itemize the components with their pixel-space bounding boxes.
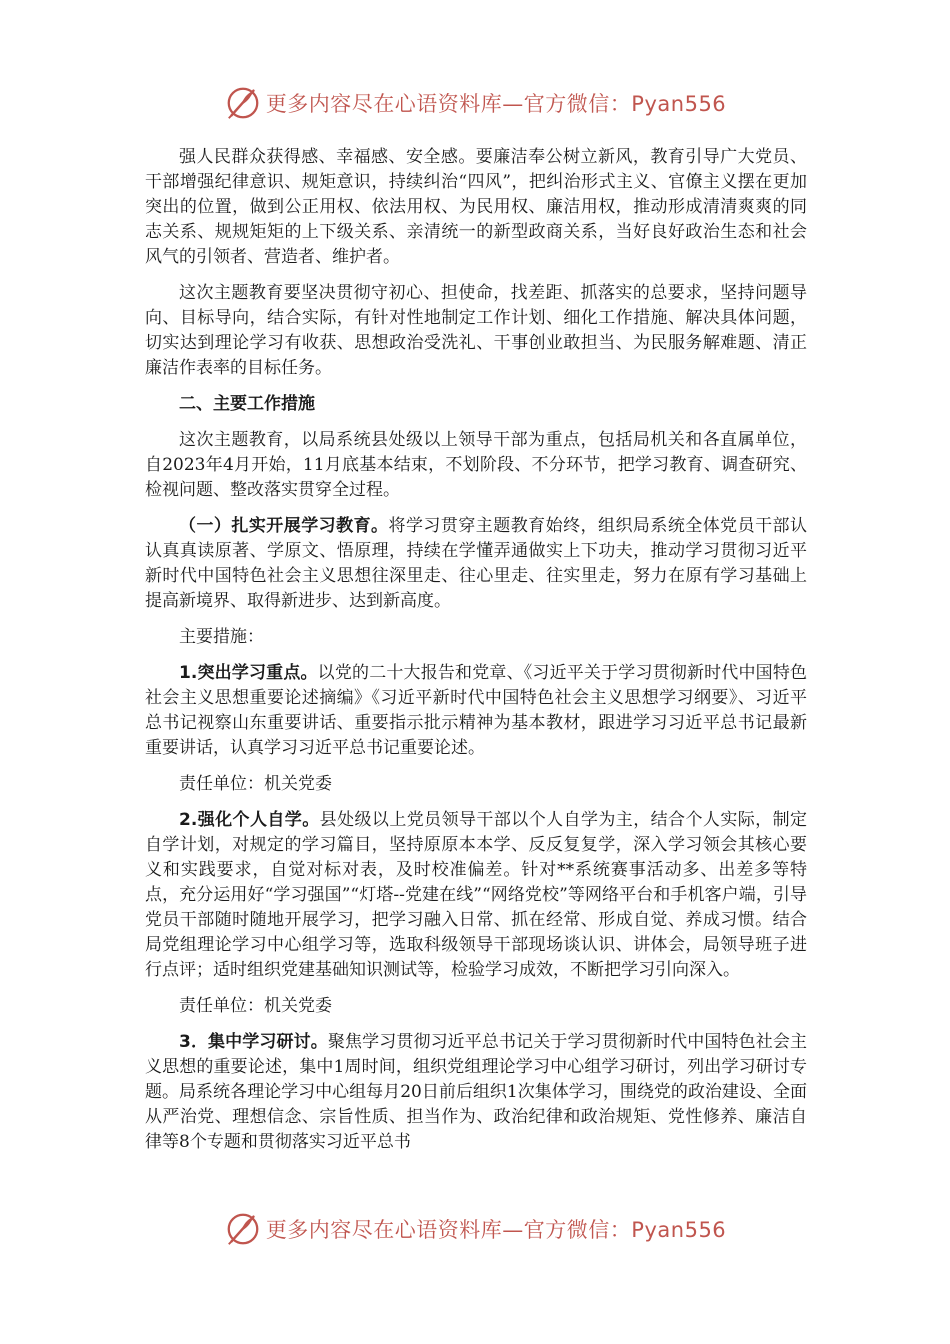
paragraph-8 — [145, 808, 807, 983]
paragraph-10 — [145, 1030, 807, 1155]
quill-pen-icon — [224, 84, 262, 122]
paragraph-2 — [145, 281, 807, 381]
banner-text: 更多内容尽在心语资料库—官方微信：Pyan556 — [265, 92, 727, 116]
footer-banner — [0, 1206, 950, 1252]
responsible-unit: 责任单位：机关党委 — [179, 774, 332, 794]
paragraph-9 — [145, 994, 807, 1019]
banner-text: 更多内容尽在心语资料库—官方微信：Pyan556 — [265, 1218, 727, 1242]
paragraph-text: 将学习贯穿主题教育始终，组织局系统全体党员干部认认真真读原著、学原文、悟原理，持续在学懂弄通做实上下功夫，推动学习贯彻习近平新时代中国特色社会主义思想往深里走、往心里走、往实里走，努力在原有学习基础上提高新境界、取得新进步、达到新高度。 — [145, 516, 808, 611]
section-heading — [145, 392, 807, 417]
document-body — [145, 145, 807, 1166]
item-heading: 1.突出学习重点。 — [179, 663, 318, 683]
paragraph-6 — [145, 661, 807, 761]
paragraph-text: 这次主题教育要坚决贯彻守初心、担使命，找差距、抓落实的总要求，坚持问题导向、目标导向，结合实际，有针对性地制定工作计划、细化工作措施、解决具体问题，切实达到理论学习有收获、思想政治受洗礼、干事创业敢担当、为民服务解难题、清正廉洁作表率的目标任务。 — [145, 283, 807, 378]
item-heading: 2.强化个人自学。 — [179, 810, 320, 830]
paragraph-text: 这次主题教育，以局系统县处级以上领导干部为重点，包括局机关和各直属单位，自2023年4月开始，11月底基本结束，不划阶段、不分环节，把学习教育、调查研究、检视问题、整改落实贯穿全过程。 — [145, 430, 807, 500]
responsible-unit: 责任单位：机关党委 — [179, 996, 332, 1016]
paragraph-3 — [145, 428, 807, 503]
paragraph-4 — [145, 514, 807, 614]
section-heading-text: 二、主要工作措施 — [179, 394, 315, 414]
subsection-heading: （一）扎实开展学习教育。 — [179, 516, 389, 536]
item-heading: 3．集中学习研讨。 — [179, 1032, 328, 1052]
paragraph-text: 强人民群众获得感、幸福感、安全感。要廉洁奉公树立新风，教育引导广大党员、干部增强纪律意识、规矩意识，持续纠治“四风”，把纠治形式主义、官僚主义摆在更加突出的位置，做到公正用权、依法用权、为民用权、廉洁用权，推动形成清清爽爽的同志关系、规规矩矩的上下级关系、亲清统一的新型政商关系，当好良好政治生态和社会风气的引领者、营造者、维护者。 — [145, 147, 807, 267]
quill-pen-icon — [224, 1210, 262, 1248]
paragraph-text: 以党的二十大报告和党章、《习近平关于学习贯彻新时代中国特色社会主义思想重要论述摘编》《习近平新时代中国特色社会主义思想学习纲要》、习近平总书记视察山东重要讲话、重要指示批示精神为基本教材，跟进学习习近平总书记最新重要讲话，认真学习习近平总书记重要论述。 — [145, 663, 807, 758]
header-banner — [0, 80, 950, 126]
paragraph-text: 聚焦学习贯彻习近平总书记关于学习贯彻新时代中国特色社会主义思想的重要论述，集中1周时间，组织党组理论学习中心组学习研讨，列出学习研讨专题。局系统各理论学习中心组每月20日前后组织1次集体学习，围绕党的政治建设、全面从严治党、理想信念、宗旨性质、担当作为、政治纪律和政治规矩、党性修养、廉洁自律等8个专题和贯彻落实习近平总书 — [145, 1032, 807, 1152]
paragraph-text: 主要措施： — [179, 627, 264, 647]
paragraph-1 — [145, 145, 807, 270]
paragraph-5 — [145, 625, 807, 650]
paragraph-7 — [145, 772, 807, 797]
paragraph-text: 县处级以上党员领导干部以个人自学为主，结合个人实际，制定自学计划，对规定的学习篇目，坚持原原本本学、反反复复学，深入学习领会其核心要义和实践要求，自觉对标对表，及时校准偏差。针对**系统赛事活动多、出差多等特点，充分运用好“学习强国”“灯塔--党建在线”“网络党校”等网络平台和手机客户端，引导党员干部随时随地开展学习，把学习融入日常、抓在经常、形成自觉、养成习惯。结合局党组理论学习中心组学习等，选取科级领导干部现场谈认识、讲体会，局领导班子进行点评；适时组织党建基础知识测试等，检验学习成效，不断把学习引向深入。 — [145, 810, 807, 980]
